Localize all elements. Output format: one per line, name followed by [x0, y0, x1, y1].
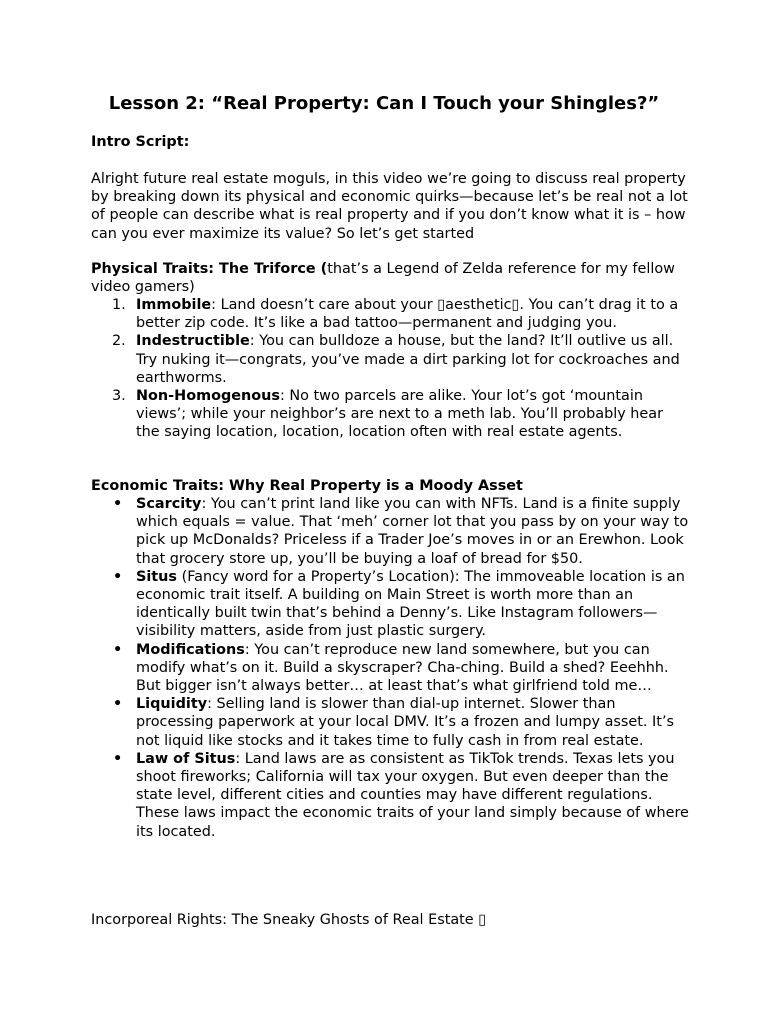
trait-term: Indestructible [136, 333, 250, 350]
list-item [91, 568, 691, 641]
trait-description: : You can’t print land like you can with NFTs. Land is a finite supply which equals = value. That ‘meh’ corner lot that you pass by on your way to pick up McDonalds? Priceless if a Trader Joe’s moves in or an Erewhon. Look that grocery store up, you’ll be buying a loaf of bread for $50. [136, 496, 689, 567]
intro-paragraph: Alright future real estate moguls, in this video we’re going to discuss real property by breaking down its physical and economic quirks—because let’s be real not a lot of people can describe what is real property and if you don’t know what it is – how can you ever maximize its value? So let’s get started [91, 171, 688, 242]
list-item [91, 750, 691, 841]
trait-description: : Selling land is slower than dial-up internet. Slower than processing paperwork at your local DMV. It’s a frozen and lumpy asset. It’s not liquid like stocks and it takes time to fully cash in from real estate. [136, 696, 675, 749]
bullet-icon: • [113, 568, 123, 585]
trait-description: : You can’t reproduce new land somewhere, but you can modify what’s on it. Build a skyscraper? Cha-ching. Build a shed? Eeehhh. But bigger isn’t always better… at least that’s what girlfriend told me… [136, 641, 669, 695]
trait-term: Law of Situs [136, 750, 236, 767]
list-item [91, 695, 691, 750]
trait-description: : You can bulldoze a house, but the land? It’ll outlive us all. Try nuking it—congrats, you’ve made a dirt parking lot for cockroaches and earthworms. [136, 333, 680, 386]
economic-traits-list [91, 495, 691, 841]
intro-heading: Intro Script: [91, 134, 190, 150]
list-number: 2. [112, 333, 126, 350]
list-item [91, 296, 691, 332]
trait-term: Situs [136, 568, 177, 585]
trait-term: Non-Homogenous [136, 388, 280, 405]
list-item [91, 387, 691, 442]
trait-term: Liquidity [136, 696, 208, 713]
physical-traits-heading-bold: Physical Traits: The Triforce ( [91, 261, 328, 277]
bullet-icon: • [113, 496, 123, 512]
bullet-icon: • [113, 641, 123, 658]
bullet-icon: • [113, 750, 123, 767]
physical-traits-heading [91, 260, 691, 296]
list-number: 3. [112, 388, 126, 405]
lesson-title: Lesson 2: “Real Property: Can I Touch your Shingles?” [108, 93, 660, 114]
physical-traits-heading-rest: that’s a Legend of Zelda reference for my fellow video gamers) [91, 261, 675, 296]
incorporeal-rights-heading: Incorporeal Rights: The Sneaky Ghosts of Real Estate ▯ [91, 912, 487, 928]
trait-term: Modifications [136, 641, 245, 658]
trait-description: : Land laws are as consistent as TikTok trends. Texas lets you shoot fireworks; California will tax your oxygen. But even deeper than the state level, different cities and counties may have different regulations. These laws impact the economic traits of your land simply because of where its located. [136, 750, 689, 840]
trait-term: Immobile [136, 297, 212, 313]
physical-traits-list [91, 296, 691, 442]
list-item [91, 332, 691, 387]
economic-traits-heading: Economic Traits: Why Real Property is a Moody Asset [91, 478, 523, 494]
list-item [91, 641, 691, 696]
list-item [91, 495, 691, 568]
trait-term: Scarcity [136, 496, 202, 512]
bullet-icon: • [113, 696, 123, 713]
trait-description: : Land doesn’t care about your ▯aesthetic▯. You can’t drag it to a better zip code. It’s like a bad tattoo—permanent and judging you. [136, 297, 679, 332]
trait-description: (Fancy word for a Property’s Location): The immoveable location is an economic trait itself. A building on Main Street is worth more than an identically built twin that’s behind a Denny’s. Like Instagram followers—visibility matters, aside from just plastic surgery. [136, 568, 685, 640]
list-number: 1. [112, 297, 126, 313]
trait-description: : No two parcels are alike. Your lot’s got ‘mountain views’; while your neighbor’s are next to a meth lab. You’ll probably hear the saying location, location, location often with real estate agents. [136, 388, 664, 441]
